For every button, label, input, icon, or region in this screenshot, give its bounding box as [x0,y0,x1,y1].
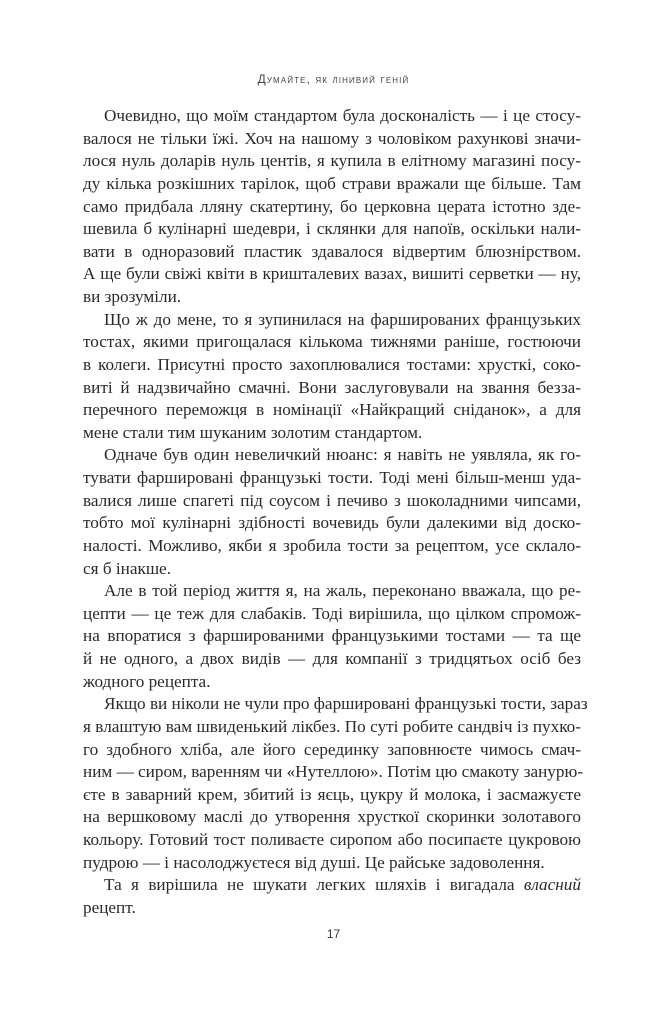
paragraph [83,105,581,309]
text-line: шевила б кулінарні шедеври, і склянки для напоїв, оскільки нали- [83,219,581,239]
text-line: мене стали тим шуканим золотим стандартом. [83,422,423,442]
text-line: ним — сиром, варенням чи «Нутеллою». Потім цю смакоту занурю- [83,762,584,782]
text-line: А ще були свіжі квіти в кришталевих вазах, вишиті серветки — ну, [83,264,581,284]
text-line: валися лише спагеті під соусом і печиво з шоколадними чипсами, [83,490,581,510]
text-line: вати в одноразовий пластик здавалося відвертим блюзнірством. [83,241,581,261]
text-line: ся б інакше. [83,558,171,578]
text-line: ду кілька розкішних тарілок, щоб страви вражали ще більше. Там [83,173,581,193]
italic-word: власний [523,875,581,895]
text-line: на вершковому маслі до утворення хрусткої скоринки золотавого [83,807,581,827]
paragraph [83,693,588,874]
text-line: тобто мої кулінарні здібності вочевидь були далекими від доско- [83,513,581,533]
text-line: жодного рецепта. [83,671,211,691]
text-line: само придбала лляну скатертину, бо церковна церата істотно зде- [83,196,581,216]
text-line [83,874,581,897]
text-line: я влаштую вам швиденький лікбез. По суті робите сандвіч із пухко- [83,716,581,736]
paragraph [83,444,581,580]
paragraph [83,874,581,919]
text-line: Але в той період життя я, на жаль, переконано вважала, що ре- [104,581,581,601]
text-line: го здобного хліба, але його серединку заповнюєте чимось смач- [83,739,581,759]
text-line: й не одного, а двох видів — для компанії з тридцятьох осіб без [83,649,581,668]
text-line: єте в заварний крем, збитий із яєць, цукру й молока, і засмажуєте [83,784,581,804]
text-line: Очевидно, що моїм стандартом була досконалість — і це стосу- [104,106,581,125]
paragraph [83,580,581,693]
text-line: цепти — це теж для слабаків. Тоді вирішила, що цілком спромож- [83,603,581,623]
text-line: пудрою — і насолоджуєтеся від душі. Це райське задоволення. [83,852,545,872]
text-line: в колеги. Присутні просто захоплювалися тостами: хрусткі, соко- [83,354,581,374]
page-number: 17 [326,927,341,941]
text-line: Що ж до мене, то я зупинилася на фаршированих французьких [104,309,581,329]
text-segment: Та я вирішила не шукати легких шляхів і вигадала [104,875,515,895]
text-line: кольору. Готовий тост поливаєте сиропом або посипаєте цукровою [83,830,581,849]
text-line: тувати фаршировані французькі тости. Тоді мені більш-менш уда- [83,468,581,487]
text-line: виті й надзвичайно смачні. Вони заслуговували на звання безза- [83,377,581,397]
text-line: лося нуль доларів нуль центів, я купила в елітному магазині посу- [83,151,581,171]
text-line: Якщо ви ніколи не чули про фаршировані французькі тости, зараз [104,694,588,714]
text-line: рецепт. [83,897,136,917]
text-line: перечного переможця в номінації «Найкращий сніданок», а для [83,400,581,420]
body-text [83,105,588,920]
text-line: ви зрозуміли. [83,287,182,306]
text-line: Одначе був один невеличкий нюанс: я навіть не уявляла, як го- [104,445,581,465]
text-line: налості. Можливо, якби я зробила тости за рецептом, усе склало- [83,535,581,555]
text-line: валося не тільки їжі. Хоч на нашому з чоловіком рахункові значи- [83,128,581,148]
text-line: на впоратися з фаршированими французькими тостами — та ще [83,626,581,646]
text-line: тостах, якими пригощалася кількома тижнями раніше, гостюючи [83,332,581,352]
running-head: Думайте, як лінивий геній [257,72,410,86]
paragraph [83,309,581,445]
